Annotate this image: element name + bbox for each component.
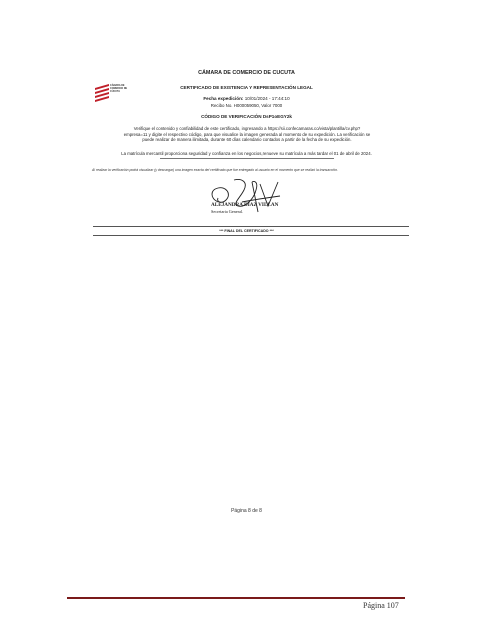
final-marker: *** FINAL DEL CERTIFICADO *** [219, 229, 274, 233]
footer-page-number: Página 107 [363, 601, 399, 610]
issue-date-label: Fecha expedición: [203, 96, 244, 101]
signatory-name: ALEJANDRA DÍAZ VILLAN [211, 202, 279, 208]
document-title: CÁMARA DE COMERCIO DE CUCUTA [198, 70, 295, 76]
divider [93, 235, 409, 236]
signatory-title: Secretaria General. [211, 209, 244, 214]
issue-date [0, 96, 493, 101]
document-subtitle: CERTIFICADO DE EXISTENCIA Y REPRESENTACIÓN LEGAL [180, 85, 313, 90]
verification-paragraph: Verifique el contenido y confiabilidad de este certificado, ingresando a https://sii.confecamaras.co/vista/plantilla/cv.php?empresa=11 y digite el respectivo código, para que visualice la imagen generada al momento de su expedición. La verificación se puede realizar de manera ilimitada, durante 60 días calendario contados a partir de la fecha de su expedición. [123, 126, 371, 143]
issue-date-value: 10/01/2024 - 17:44:10 [244, 96, 290, 101]
verification-note: Al realizar la verificación podrá visualizar (y descargar) una imagen exacta del certificado que fue entregado al usuario en el momento que se realizó la transacción. [92, 168, 338, 172]
inner-page-number: Página 8 de 8 [231, 508, 262, 514]
verification-code: CÓDIGO DE VERIFICACIÓN DsP1oEGY2k [201, 114, 292, 119]
logo-text: CÁMARA DE COMERCIO DE CÚCUTA [110, 84, 128, 93]
receipt: Recibo No. H000059050, Valor 7000 [210, 103, 283, 108]
divider [160, 158, 334, 159]
divider [93, 226, 409, 227]
matricula-notice: La matrícula mercantil proporciona seguridad y confianza en los negocios,renueve su matrícula a más tardar el 01 de abril de 2024. [121, 151, 372, 156]
footer-bar [67, 597, 405, 599]
